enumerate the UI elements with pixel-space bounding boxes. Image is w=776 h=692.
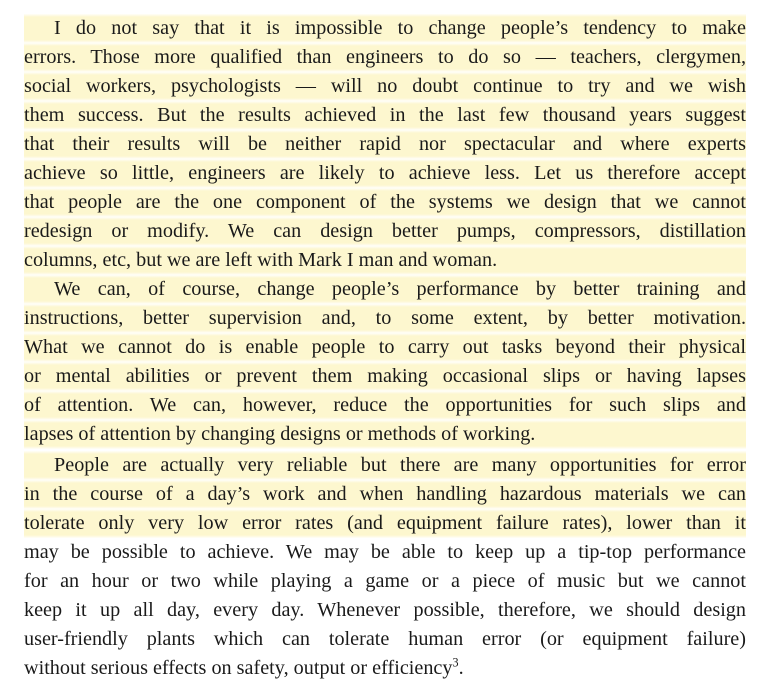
- final-period: .: [458, 657, 464, 679]
- text-line: user-friendly plants which can tolerate human error (or equipment failure): [24, 628, 746, 650]
- text-line: We can, of course, change people’s performance by better training and: [24, 275, 746, 304]
- text-line: them success. But the results achieved in the last few thousand years suggest: [24, 101, 746, 130]
- text-line: What we cannot do is enable people to carry out tasks beyond their physical: [24, 333, 746, 362]
- final-line-text: without serious effects on safety, output or efficiency: [24, 657, 453, 679]
- paragraph-1: [24, 14, 746, 275]
- text-line: redesign or modify. We can design better pumps, compressors, distillation: [24, 217, 746, 246]
- text-line: columns, etc, but we are left with Mark I man and woman.: [24, 246, 746, 275]
- text-line: instructions, better supervision and, to some extent, by better motivation.: [24, 304, 746, 333]
- text-line: for an hour or two while playing a game or a piece of music but we cannot: [24, 570, 746, 592]
- footnote-marker: 3: [452, 655, 459, 670]
- text-line: lapses of attention by changing designs or methods of working.: [24, 420, 746, 449]
- text-line: in the course of a day’s work and when handling hazardous materials we can: [24, 480, 746, 509]
- text-line: keep it up all day, every day. Whenever possible, therefore, we should design: [24, 599, 746, 621]
- text-line: that their results will be neither rapid nor spectacular and where experts: [24, 130, 746, 159]
- text-line: of attention. We can, however, reduce the opportunities for such slips and: [24, 391, 746, 420]
- text-line: I do not say that it is impossible to change people’s tendency to make: [24, 14, 746, 43]
- text-line: social workers, psychologists — will no doubt continue to try and we wish: [24, 72, 746, 101]
- paragraph-3: [24, 451, 746, 683]
- text-line: achieve so little, engineers are likely to achieve less. Let us therefore accept: [24, 159, 746, 188]
- text-line: errors. Those more qualified than engineers to do so — teachers, clergymen,: [24, 43, 746, 72]
- text-line: or mental abilities or prevent them making occasional slips or having lapses: [24, 362, 746, 391]
- text-line: People are actually very reliable but there are many opportunities for error: [24, 451, 746, 480]
- paragraph-2: [24, 275, 746, 449]
- text-line-final: [24, 654, 746, 683]
- text-line: that people are the one component of the systems we design that we cannot: [24, 188, 746, 217]
- text-line: may be possible to achieve. We may be able to keep up a tip-top performance: [24, 541, 746, 563]
- text-line: tolerate only very low error rates (and equipment failure rates), lower than it: [24, 509, 746, 538]
